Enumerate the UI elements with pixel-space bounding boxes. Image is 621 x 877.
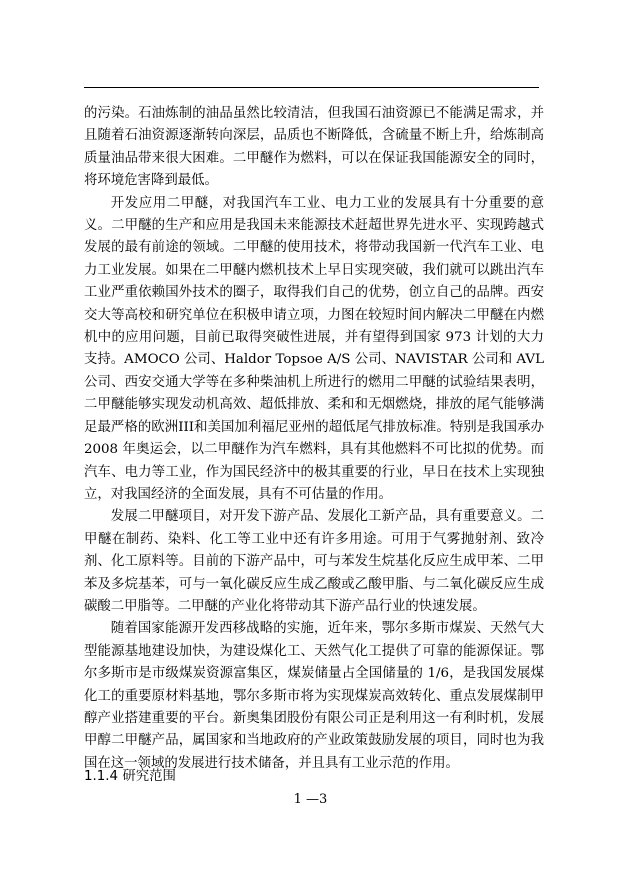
paragraph-4: 随着国家能源开发西移战略的实施，近年来，鄂尔多斯市煤炭、天然气大型能源基地建设加快，为建设煤化工、天然气化工提供了可靠的能源保证。鄂尔多斯市是市级煤炭资源富集区，煤炭储量占全国储量的 1/6，是我国发展煤化工的重要原材料基地，鄂尔多斯市将为实现煤炭高效转化、重点发展煤制甲醇产业搭建重要的平台。新奥集团股份有限公司正是利用这一有利时机，发展甲醇二甲醚产品，属国家和当地政府的产业政策鼓励发展的项目，同时也为我国在这一领域的发展进行技术储备，并且具有工业示范的作用。 (84, 621, 544, 771)
paragraph-2: 开发应用二甲醚，对我国汽车工业、电力工业的发展具有十分重要的意义。二甲醚的生产和应用是我国未来能源技术赶超世界先进水平、实现跨越式发展的最有前途的领域。二甲醚的使用技术，将带动我国新一代汽车工业、电力工业发展。如果在二甲醚内燃机技术上早日实现突破，我们就可以跳出汽车工业严重依赖国外技术的圈子，取得我们自己的优势，创立自己的品牌。西安交大等高校和研究单位在积极申请立项，力图在较短时间内解决二甲醚在内燃机中的应用问题，目前已取得突破性进展，并有望得到国家 973 计划的大力支持。AMOCO 公司、Haldor Topsoe A/S 公司、NAVISTAR 公司和 AVL 公司、西安交通大学等在多种柴油机上所进行的燃用二甲醚的试验结果表明，二甲醚能够实现发动机高效、超低排放、柔和和无烟燃烧，排放的尾气能够满足最严格的欧洲III和美国加利福尼亚州的超低尾气排放标准。特别是我国承办 2008 年奥运会，以二甲醚作为汽车燃料，具有其他燃料不可比拟的优势。而汽车、电力等工业，作为国民经济中的极其重要的行业，早日在技术上实现独立，对我国经济的全面发展，具有不可估量的作用。 (84, 195, 544, 502)
section-heading: 1.1.4 研究范围 (84, 769, 176, 784)
header-rule (84, 87, 539, 88)
paragraph-3: 发展二甲醚项目，对开发下游产品、发展化工新产品，具有重要意义。二甲醚在制药、染料、化工等工业中还有许多用途。可用于气雾抛射剂、致冷剂、化工原料等。目前的下游产品中，可与苯发生烷基化反应生成甲苯、二甲苯及多烷基苯，可与一氧化碳反应生成乙酸或乙酸甲脂、与二氧化碳反应生成碳酸二甲脂等。二甲醚的产业化将带动其下游产品行业的快速发展。 (84, 509, 544, 614)
paragraph-1: 的污染。石油炼制的油品虽然比较清洁，但我国石油资源已不能满足需求，并且随着石油资源逐渐转向深层，品质也不断降低，含硫量不断上升，给炼制高质量油品带来很大困难。二甲醚作为燃料，可以在保证我国能源安全的同时，将环境危害降到最低。 (84, 106, 544, 189)
page-number: 1 —3 (293, 792, 328, 807)
body-text (84, 103, 544, 775)
